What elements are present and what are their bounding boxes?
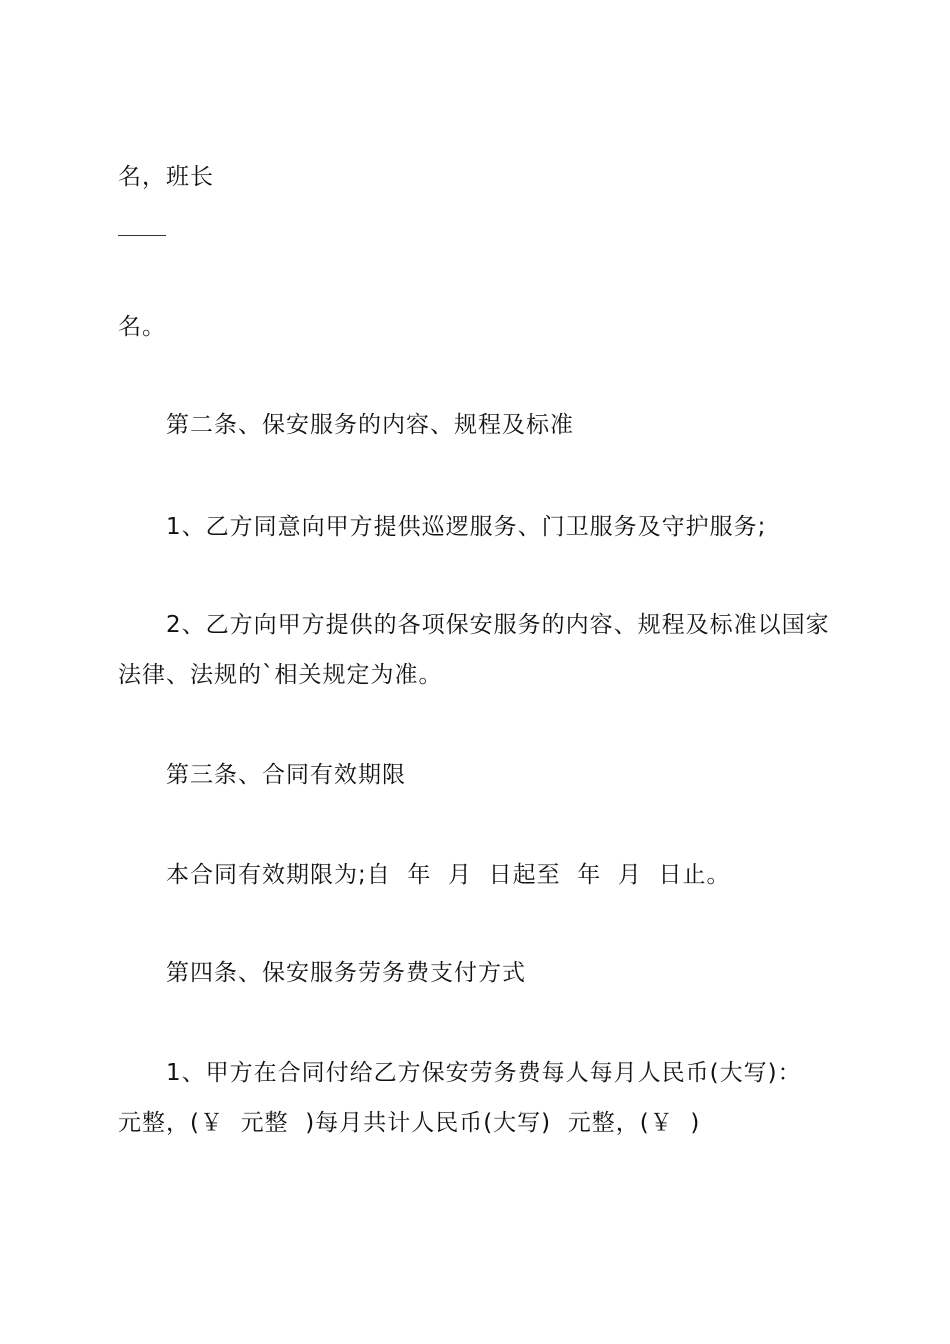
text-line-1: 名，班长: [118, 164, 214, 190]
clause-2-2-line-1: 2、乙方向甲方提供的各项保安服务的内容、规程及标准以国家: [166, 612, 830, 638]
term-sentence: 本合同有效期限为;自 年 月 日起至 年 月 日止。: [166, 862, 731, 888]
clause-4-1-line-2: 元整，(￥ 元整 )每月共计人民币(大写) 元整，(￥ ): [118, 1110, 701, 1136]
section-heading-4: 第四条、保安服务劳务费支付方式: [166, 960, 526, 986]
blank-underline: [118, 235, 166, 236]
clause-2-2-line-2: 法律、法规的`相关规定为准。: [118, 662, 443, 688]
section-heading-3: 第三条、合同有效期限: [166, 762, 406, 788]
clause-2-1: 1、乙方同意向甲方提供巡逻服务、门卫服务及守护服务;: [166, 514, 767, 540]
clause-4-1-line-1: 1、甲方在合同付给乙方保安劳务费每人每月人民币(大写)：: [166, 1060, 802, 1086]
text-line-2: 名。: [118, 314, 166, 340]
section-heading-2: 第二条、保安服务的内容、规程及标准: [166, 412, 574, 438]
